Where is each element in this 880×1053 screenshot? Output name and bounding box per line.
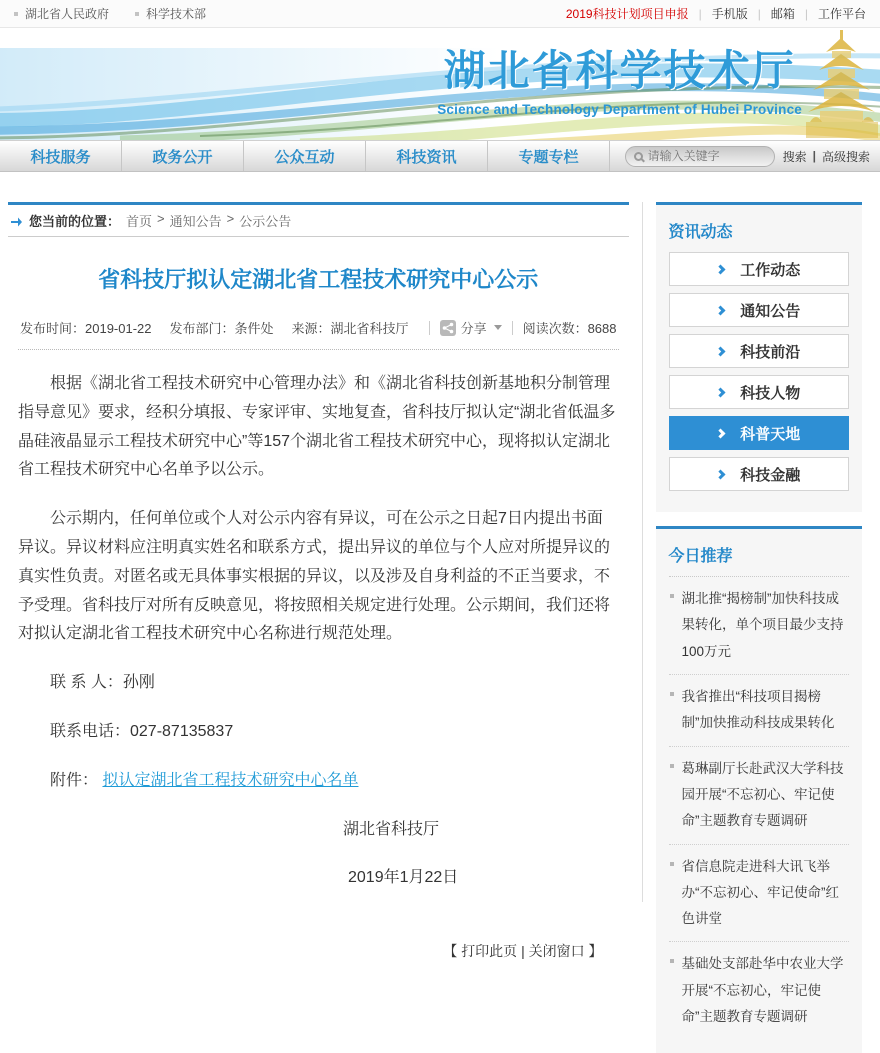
chevron-right-icon [716, 305, 726, 315]
divider: | [804, 6, 808, 21]
sidebar-item-label: 科普天地 [740, 425, 801, 443]
publish-time: 发布时间：2019-01-22 [20, 321, 152, 336]
search-area [610, 141, 880, 171]
breadcrumb-home[interactable]: 首页 [126, 214, 153, 229]
news-panel-title: 资讯动态 [668, 224, 733, 241]
sidebar-item-label: 科技金融 [740, 466, 801, 484]
sidebar-item-label: 科技人物 [740, 384, 801, 402]
share-icon [440, 320, 456, 336]
work-platform-link[interactable]: 工作平台 [817, 7, 866, 21]
site-brand [437, 38, 802, 117]
recommended-article-link[interactable]: 我省推出“科技项目揭榜制”加快推动科技成果转化 [669, 675, 850, 747]
square-bullet-icon [135, 12, 139, 16]
breadcrumb-notices[interactable]: 通知公告 [169, 214, 222, 229]
yellow-crane-tower-icon [806, 30, 878, 138]
chevron-right-icon [716, 469, 726, 479]
ministry-label: 科学技术部 [146, 7, 207, 21]
paragraph: 公示期内，任何单位或个人对公示内容有异议，可在公示之日起7日内提出书面异议。异议材料应注明真实姓名和联系方式，提出异议的单位与个人应对所提异议的真实性负责。对匿名或无具体事实根据的异议，以及涉及自身利益的不正当要求，不予受理。省科技厅对所有反映意见，将按照相关规定进行处理。公示期间，我们还将对拟认定湖北省工程技术研究中心名称进行规范处理。 [18, 510, 611, 643]
breadcrumb-current[interactable]: 公示公告 [239, 214, 292, 229]
recommended-article-link[interactable]: 省信息院走进科大讯飞举办“不忘初心、牢记使命”红色讲堂 [669, 845, 850, 943]
search-button[interactable]: 搜索 [782, 149, 807, 164]
sidebar-item-notices[interactable] [669, 293, 850, 327]
attachment-label: 附件： [50, 771, 99, 789]
bracket: 】 [588, 943, 603, 960]
search-box[interactable] [625, 146, 775, 167]
article-column [8, 202, 629, 1053]
paragraph: 根据《湖北省工程技术研究中心管理办法》和《湖北省科技创新基地积分制管理指导意见》要求，经积分填报、专家评审、实地复查，省科技厅拟认定“湖北省低温多晶硅液晶显示工程技术研究中心”等157个湖北省工程技术研究中心，现将拟认定湖北省工程技术研究中心名单予以公示。 [18, 375, 616, 479]
square-bullet-icon [14, 12, 18, 16]
page-title: 省科技厅拟认定湖北省工程技术研究中心公示 [98, 267, 539, 292]
chevron-right-icon [716, 428, 726, 438]
news-panel [656, 202, 863, 512]
recommended-article-link[interactable]: 葛琳副厅长赴武汉大学科技园开展“不忘初心、牢记使命”主题教育专题调研 [669, 747, 850, 845]
sidebar-item-science-popular[interactable] [669, 416, 850, 450]
sidebar-item-work-news[interactable] [669, 252, 850, 286]
article-meta [18, 314, 619, 350]
content-area [0, 172, 880, 1053]
project-apply-link[interactable]: 2019科技计划项目申报 [565, 7, 689, 21]
today-panel-title: 今日推荐 [668, 548, 733, 565]
main-navigation [0, 140, 880, 172]
top-utility-bar [0, 0, 880, 28]
article-source: 来源：湖北省科技厅 [291, 321, 409, 336]
chevron-right-icon [716, 387, 726, 397]
contact-phone: 联系电话：027-87135837 [50, 722, 234, 740]
site-header-banner [0, 28, 880, 140]
close-window-button[interactable]: 关闭窗口 [528, 943, 585, 960]
share-button[interactable] [440, 318, 502, 337]
advanced-search-link[interactable]: 高级搜索 [821, 149, 870, 164]
print-page-button[interactable]: 打印此页 [461, 943, 518, 960]
divider: | [698, 6, 702, 21]
arrow-icon [10, 214, 23, 227]
sidebar [656, 202, 863, 1053]
divider: | [812, 149, 816, 163]
nav-item-services[interactable]: 科技服务 [0, 141, 122, 171]
chevron-right-icon [716, 264, 726, 274]
gov-portal-label: 湖北省人民政府 [25, 7, 110, 21]
sidebar-item-frontier[interactable] [669, 334, 850, 368]
publish-department: 发布部门：条件处 [169, 321, 274, 336]
divider [429, 321, 430, 335]
search-input[interactable] [648, 149, 758, 163]
sidebar-item-label: 科技前沿 [740, 343, 801, 361]
nav-item-gov-info[interactable]: 政务公开 [122, 141, 244, 171]
breadcrumb-separator: > [226, 211, 235, 226]
breadcrumb-separator: > [157, 211, 165, 226]
divider [512, 321, 513, 335]
divider: | [521, 943, 525, 960]
attachment-link[interactable]: 拟认定湖北省工程技术研究中心名单 [102, 771, 359, 789]
chevron-right-icon [716, 346, 726, 356]
sidebar-item-label: 通知公告 [740, 302, 801, 320]
mail-link[interactable]: 邮箱 [770, 7, 795, 21]
signature-date: 2019年1月22日 [348, 869, 459, 887]
nav-item-news[interactable]: 科技资讯 [366, 141, 488, 171]
signature: 湖北省科技厅 [343, 820, 440, 838]
site-subtitle: Science and Technology Department of Hubei Province [437, 102, 802, 117]
article-actions [18, 941, 619, 961]
contact-name: 联 系 人：孙刚 [50, 674, 155, 692]
attachment-row [18, 767, 619, 796]
ministry-link[interactable] [135, 5, 206, 22]
mobile-version-link[interactable]: 手机版 [711, 7, 748, 21]
view-count: 阅读次数：8688 [522, 321, 617, 336]
nav-item-topics[interactable]: 专题专栏 [488, 141, 610, 171]
sidebar-item-finance[interactable] [669, 457, 850, 491]
gov-portal-link[interactable] [14, 5, 109, 22]
breadcrumb [8, 205, 629, 237]
article-body [18, 370, 619, 893]
sidebar-item-people[interactable] [669, 375, 850, 409]
sidebar-item-label: 工作动态 [740, 261, 801, 279]
divider: | [757, 6, 761, 21]
search-icon [634, 152, 643, 161]
article [8, 263, 629, 961]
today-panel [656, 526, 863, 1053]
chevron-down-icon [494, 325, 502, 330]
recommended-article-link[interactable]: 湖北推“揭榜制”加快科技成果转化，单个项目最少支持100万元 [669, 577, 850, 675]
recommended-article-link[interactable]: 基础处支部赴华中农业大学开展“不忘初心，牢记使命”主题教育专题调研 [669, 942, 850, 1039]
bracket: 【 [443, 943, 458, 960]
share-label: 分享 [460, 321, 487, 336]
breadcrumb-label: 您当前的位置： [29, 214, 121, 229]
site-title: 湖北省科学技术厅 [443, 49, 796, 95]
nav-item-interaction[interactable]: 公众互动 [244, 141, 366, 171]
